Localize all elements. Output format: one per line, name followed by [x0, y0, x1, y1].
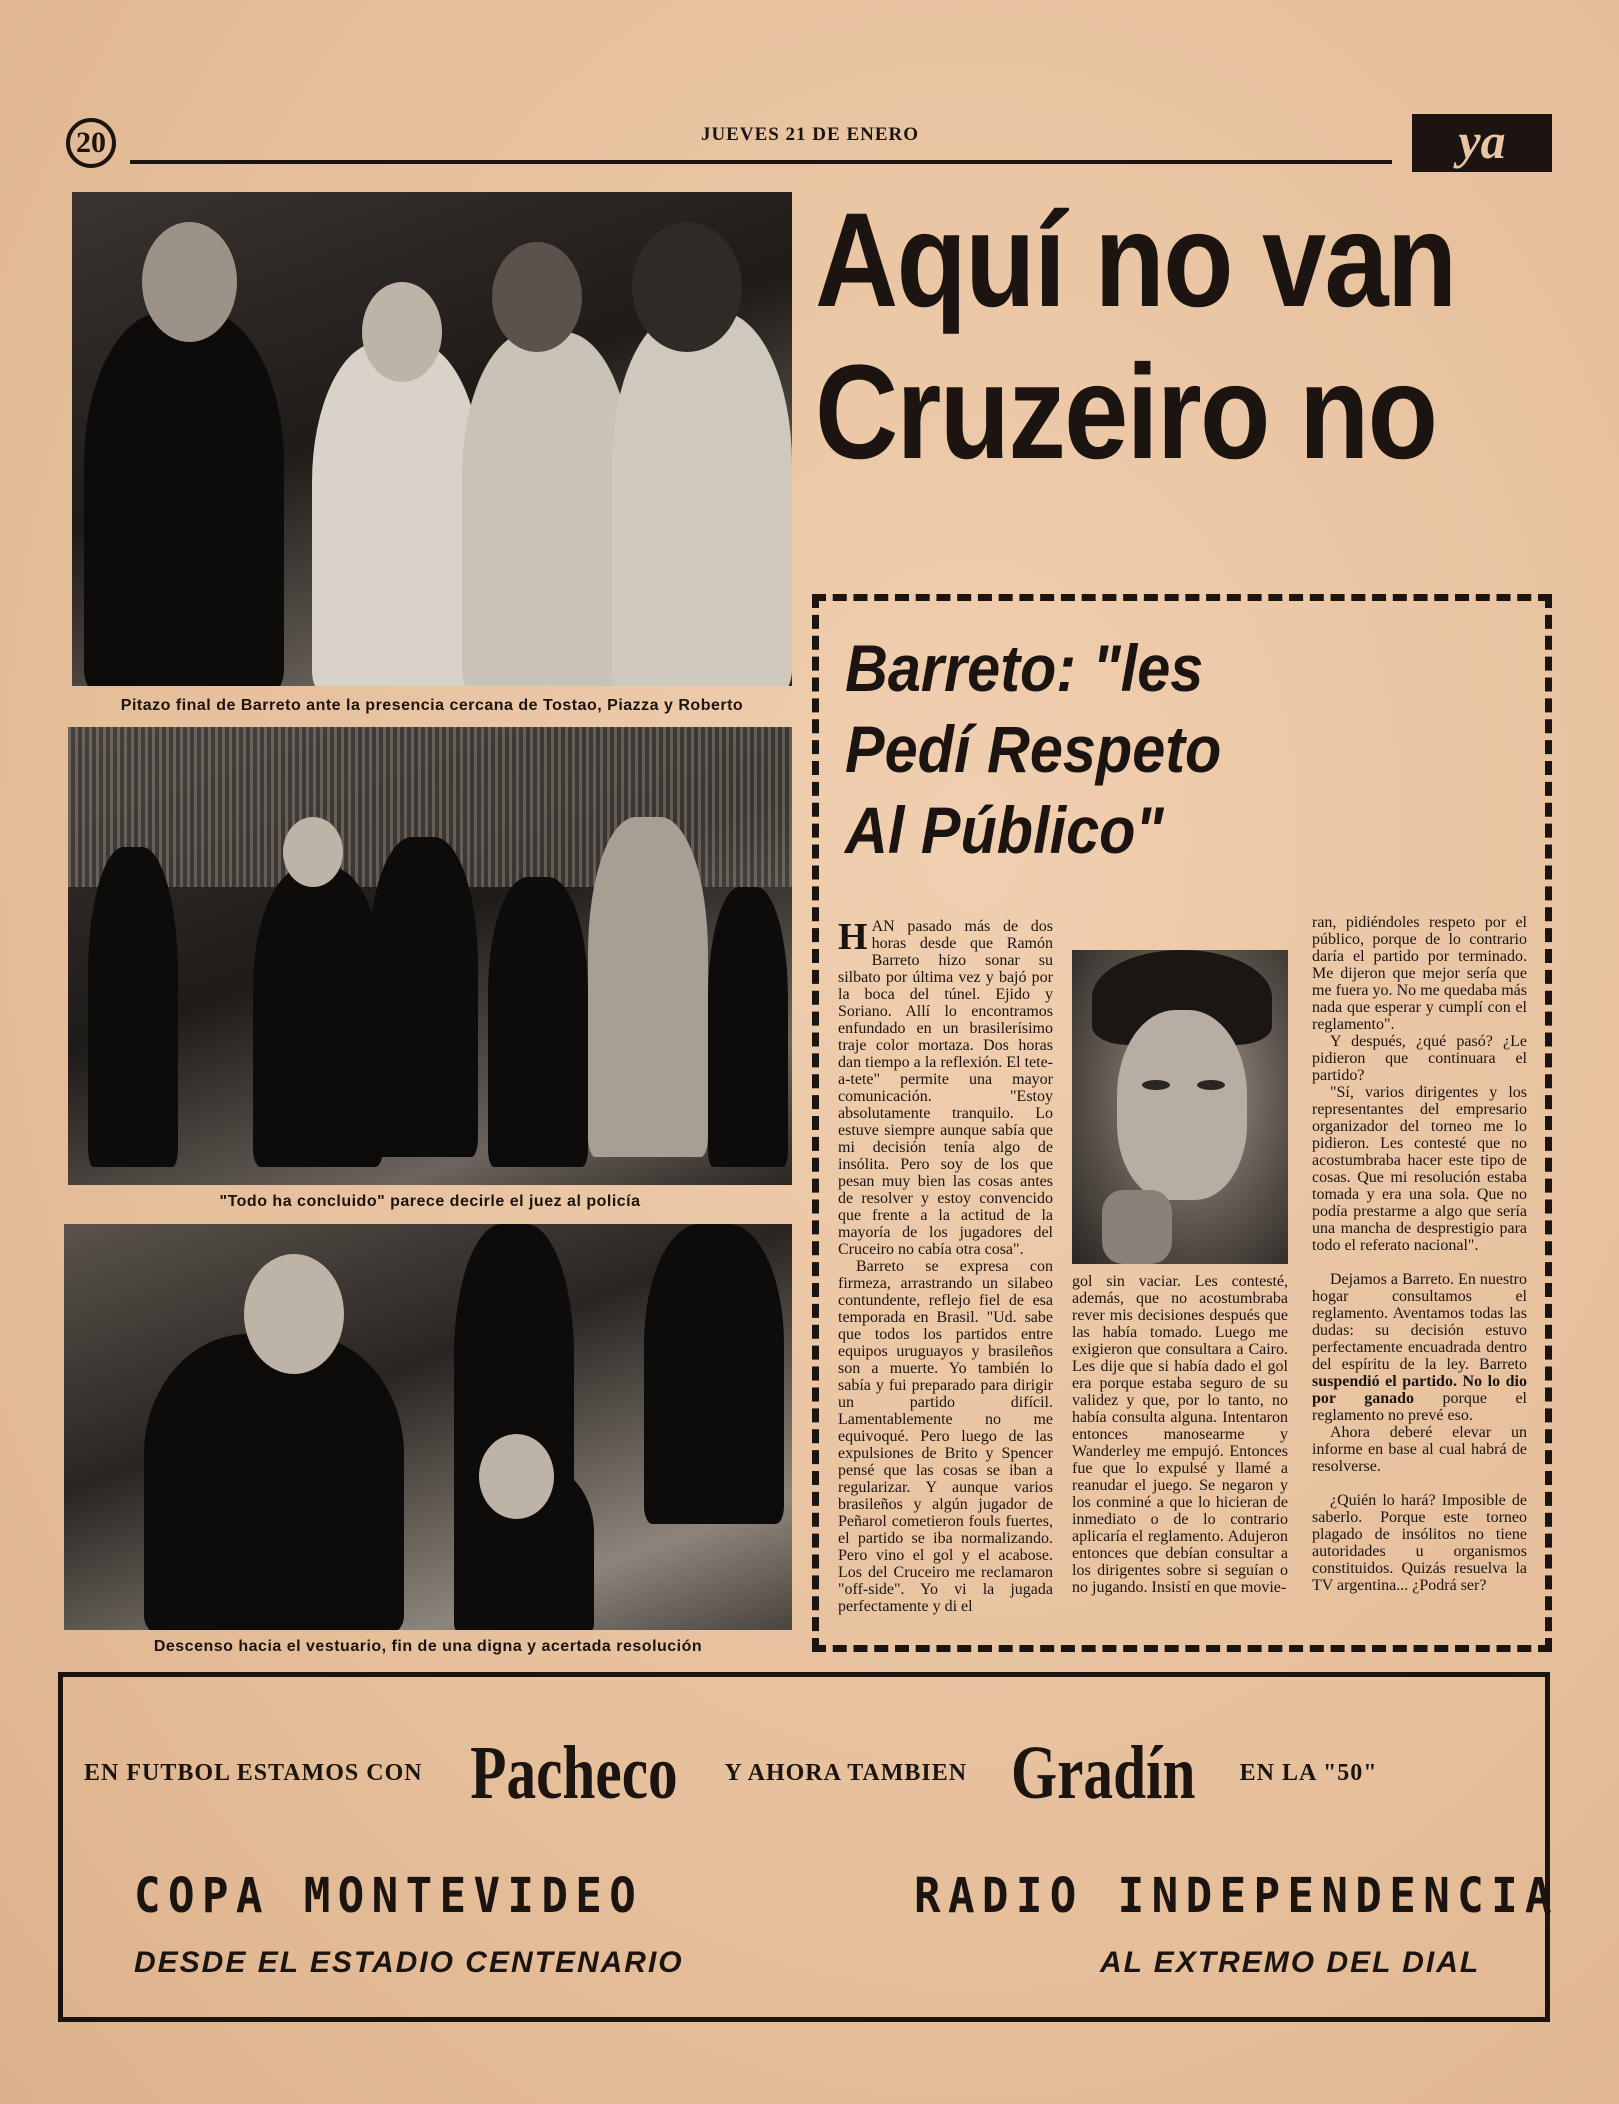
ad-copa-title: COPA MONTEVIDEO — [134, 1868, 644, 1924]
article-paragraph: ran, pidiéndoles respeto por el público, porque de lo contrario daría el partido por terminado. Me dijeron que mejor sería que me fuera yo. No me quedaba más nada que esperar y cumplí con el reglamento". — [1312, 914, 1527, 1033]
ad-tagline: EN FUTBOL ESTAMOS CON Pacheco Y AHORA TAMBIEN Gradín EN LA "50" — [84, 1731, 1378, 1815]
header-date: JUEVES 21 DE ENERO — [700, 124, 920, 145]
ad-name-pacheco: Pacheco — [469, 1731, 678, 1815]
ad-radio-subtitle: AL EXTREMO DEL DIAL — [1100, 1946, 1481, 1979]
article-paragraph: HAN pasado más de dos horas desde que Ramón Barreto hizo sonar su silbato por última vez y bajó por la boca del túnel. Ejido y Soriano. Allí lo encontramos enfundado en un brasilerísimo traje color mortaza. Dos horas dan tiempo a la reflexión. El tete-a-tete" permite una mayor comunicación. "Estoy absolutamente tranquilo. Lo estuve siempre aunque sabía que mi decisión tenía algo de insólita. Pero soy de los que pesan muy bien las cosas antes de resolver y estoy convencido que frente a la actitud de la mayoría de los jugadores del Cruceiro no cabía otra cosa". — [838, 916, 1053, 1258]
article-title-line2: Pedí Respeto — [845, 712, 1222, 786]
ad-copa-subtitle: DESDE EL ESTADIO CENTENARIO — [134, 1946, 684, 1979]
photo-referee-police — [68, 727, 792, 1185]
main-headline — [815, 185, 1503, 489]
drop-cap: H — [838, 916, 868, 958]
ad-radio-title: RADIO INDEPENDENCIA — [914, 1868, 1559, 1924]
page-number: 20 — [66, 118, 116, 168]
article-title-line3: Al Público" — [845, 793, 1164, 867]
article-column-2 — [1072, 1273, 1288, 1596]
headline-line2: Cruzeiro no — [815, 338, 1437, 487]
article-paragraph: ¿Quién lo hará? Imposible de saberlo. Porque este torneo plagado de insólitos no tiene autoridades u organismos constituidos. Quizás resuelva la TV argentina... ¿Podrá ser? — [1312, 1492, 1527, 1594]
article-column-1 — [838, 918, 1053, 1615]
headline-line1: Aquí no van — [815, 186, 1456, 335]
article-paragraph: Dejamos a Barreto. En nuestro hogar consultamos el reglamento. Aventamos todas las dudas: su decisión estuvo perfectamente encuadrada dentro del espíritu de la ley. Barreto suspendió el partido. No lo dio por ganado porque el reglamento no prevé eso. — [1312, 1271, 1527, 1424]
portrait-barreto — [1072, 950, 1288, 1264]
newspaper-logo: ya — [1412, 114, 1552, 172]
ad-name-gradin: Gradín — [1011, 1731, 1196, 1815]
article-paragraph: gol sin vaciar. Les contesté, además, que no acostumbraba rever mis decisiones después que las había tomado. Luego me exigieron que consultara a Cairo. Les dije que si había dado el gol era porque estaba seguro de su validez y que, por lo tanto, no había consulta alguna. Intentaron entonces manosearme y Wanderley me empujó. Entonces fue que lo expulsé y llamé a reanudar el juego. Se negaron y los conminé a que lo hicieran de inmediato o de lo contrario aplicaría el reglamento. Adujeron entonces que debían consultar a los dirigentes sobre si seguían o no jugando. Insistí en que movie- — [1072, 1273, 1288, 1596]
photo-descent-dressing-room — [64, 1224, 792, 1630]
photo2-caption: "Todo ha concluido" parece decirle el juez al policía — [219, 1193, 641, 1210]
photo-referee-whistle — [72, 192, 792, 686]
article-paragraph: Ahora deberé elevar un informe en base al cual habrá de resolverse. — [1312, 1424, 1527, 1475]
article-paragraph: Barreto se expresa con firmeza, arrastrando un silabeo contundente, reflejo fiel de esa temporada en Brasil. "Ud. sabe que todos los partidos entre equipos uruguayos y brasileños son a muerte. Yo también lo sabía y fui preparado para dirigir un partido difícil. Lamentablemente no me equivoqué. Pero luego de las expulsiones de Brito y Spencer pensé que las cosas se iban a regularizar. Y aunque varios brasileños y algún jugador de Peñarol cometieron fouls fuertes, el partido se iba normalizando. Pero vino el gol y el acabose. Los del Cruceiro me reclamaron "off-side". Yo vi la jugada perfectamente y di el — [838, 1258, 1053, 1615]
article-title-line1: Barreto: "les — [845, 631, 1204, 705]
header-rule — [130, 160, 1392, 164]
photo1-caption: Pitazo final de Barreto ante la presencia cercana de Tostao, Piazza y Roberto — [120, 697, 744, 714]
article-paragraph: Y después, ¿qué pasó? ¿Le pidieron que continuara el partido? — [1312, 1033, 1527, 1084]
article-paragraph: "Sí, varios dirigentes y los representantes del empresario organizador del torneo me lo pidieron. Les contesté que no acostumbraba hacer este tipo de cosas. Que mi resolución estaba tomada y era una sola. Que no podía prestarme a algo que sería una mancha de desprestigio para todo el referato nacional". — [1312, 1084, 1527, 1254]
article-column-3 — [1312, 914, 1527, 1594]
article-title — [845, 628, 1475, 871]
photo3-caption: Descenso hacia el vestuario, fin de una digna y acertada resolución — [153, 1638, 703, 1655]
